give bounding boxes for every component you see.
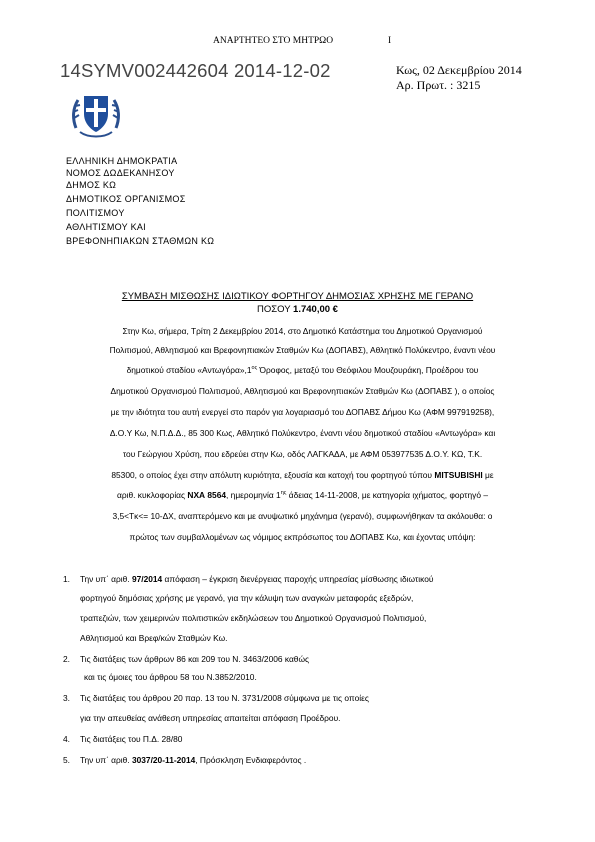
intro-line-1: Στην Κω, σήμερα, Τρίτη 2 Δεκεμβρίου 2014, στο Δημοτικό Κατάστημα του Δημοτικού Οργανισμού xyxy=(122,326,483,336)
item-number-5: 5. xyxy=(63,755,70,765)
item-number-1: 1. xyxy=(63,574,70,584)
item-number-3: 3. xyxy=(63,693,70,703)
authority-line-republic: ΕΛΛΗΝΙΚΗ ΔΗΜΟΚΡΑΤΙΑ xyxy=(66,156,178,166)
item-1-line-3: τραπεζιών, των χειμερινών πολιτιστικών εκδηλώσεων του Δημοτικού Οργανισμού Πολιτισμού, xyxy=(80,613,427,623)
item-1-line-1: Την υπ΄ αριθ. 97/2014 απόφαση – έγκριση διενέργειας παροχής υπηρεσίας μίσθωσης ιδιωτικού xyxy=(80,574,434,584)
intro-line-7: του Γεώργιου Χρύση, που εδρεύει στην Κω, οδός ΛΑΓΚΑΔΑ, με ΑΦΜ 053977535 Δ.Ο.Υ. ΚΩ, Τ.Κ. xyxy=(122,449,483,459)
authority-line-culture: ΠΟΛΙΤΙΣΜΟΥ xyxy=(66,208,125,218)
intro-line-3: δημοτικού σταδίου «$A\nu\tau\omega\gamma ό\rho\alpha»,1^{o\varsigma}$ Όροφος, μεταξύ του Θεόφιλου Μουζουράκη, Προέδρου του xyxy=(126,365,479,375)
item-2-line-1: Τις διατάξεις των άρθρων 86 και 209 του Ν. 3463/2006 καθώς xyxy=(80,654,310,664)
publication-note: ΑΝΑΡΤΗΤΕΟ ΣΤΟ ΜΗΤΡΩΟ xyxy=(213,36,334,46)
intro-line-4: Δημοτικού Οργανισμού Πολιτισμού, Αθλητισμού και Βρεφονηπιακών Σταθμών Κω (ΔΟΠΑΒΣ ), ο οποίος xyxy=(110,386,495,396)
item-number-2: 2. xyxy=(63,654,70,664)
intro-line-10: 3,5<Tκ<= 10-ΔΧ, αναπτερόμενο και με ανυψωτικό μηχάνημα (γερανό), συμφωνήθηκαν τα ακόλουθα: ο xyxy=(112,511,493,521)
protocol-number: Αρ. Πρωτ. : 3215 xyxy=(396,78,481,92)
item-number-4: 4. xyxy=(63,734,70,744)
intro-line-8: 85300, ο οποίος έχει στην απόλυτη κυριότητα, εξουσία και κατοχή του φορτηγού τύπου MITSUBISHI με xyxy=(111,470,494,480)
item-3-line-1: Τις διατάξεις του άρθρου 20 παρ. 13 του Ν. 3731/2008 σύμφωνα με τις οποίες xyxy=(80,693,369,703)
document-date: Κως, 02 Δεκεμβρίου 2014 xyxy=(396,63,522,77)
ada-code: 14SYMV002442604 2014-12-02 xyxy=(60,60,331,81)
item-1-line-4: Αθλητισμού και Βρεφ/κών Σταθμών Κω. xyxy=(80,633,228,643)
intro-line-5: με την ιδιότητα του αυτή ενεργεί στο παρόν για λογαριασμό του ΔΟΠΑΒΣ Δήμου Κω (ΑΦΜ 997919258), xyxy=(110,407,495,417)
item-3-line-2: για την απευθείας ανάθεση υπηρεσίας απαιτείται απόφαση Προέδρου. xyxy=(80,713,341,723)
authority-line-prefecture: ΝΟΜΟΣ ΔΩΔΕΚΑΝΗΣΟΥ xyxy=(66,168,175,178)
intro-line-9: αριθ. κυκλοφορίας ΝΧΑ 8564, ημερομηνία $1^{\eta\varsigma}$ άδειας 14-11-2008, με κατηγορία ιχήματος, φορτηγό – xyxy=(117,490,488,500)
amount-value: 1.740,00 € xyxy=(293,304,338,315)
item-4-line-1: Τις διατάξεις του Π.Δ. 28/80 xyxy=(80,734,183,744)
contract-title: ΣΥΜΒΑΣΗ ΜΙΣΘΩΣΗΣ ΙΔΙΩΤΙΚΟΥ ΦΟΡΤΗΓΟΥ ΔΗΜΟΣΙΑΣ ΧΡΗΣΗΣ ΜΕ ΓΕΡΑΝΟ xyxy=(121,291,474,302)
intro-line-2: Πολιτισμού, Αθλητισμού και Βρεφονηπιακών Σταθμών Κω (ΔΟΠΑΒΣ), Αθλητικό Πολύκεντρο, έναντι νέου xyxy=(109,345,496,355)
authority-line-nurseries: ΒΡΕΦΟΝΗΠΙΑΚΩΝ ΣΤΑΘΜΩΝ ΚΩ xyxy=(66,236,215,246)
authority-line-organization: ΔΗΜΟΤΙΚΟΣ ΟΡΓΑΝΙΣΜΟΣ xyxy=(66,194,186,204)
greek-coat-of-arms-icon xyxy=(70,88,122,140)
authority-line-municipality: ΔΗΜΟΣ ΚΩ xyxy=(66,180,117,190)
header-mark: Ι xyxy=(388,36,392,46)
item-5-line-1: Την υπ΄ αριθ. 3037/20-11-2014, Πρόσκληση Ενδιαφερόντος . xyxy=(80,755,307,765)
authority-line-sports: ΑΘΛΗΤΙΣΜΟΥ ΚΑΙ xyxy=(66,222,146,232)
intro-line-6: Δ.Ο.Υ Κω, Ν.Π.Δ.Δ., 85 300 Κως, Αθλητικό Πολύκεντρο, έναντι νέου δημοτικού σταδίου «Αντωγόρα» και xyxy=(109,428,496,438)
amount-label: ΠΟΣΟΥ xyxy=(257,304,294,315)
contract-amount xyxy=(0,304,595,315)
item-1-line-2: φορτηγού δημόσιας χρήσης με γερανό, για την κάλυψη των αναγκών μεταφοράς εξεδρών, xyxy=(80,593,414,603)
intro-line-11: πρώτος των συμβαλλομένων ως νόμιμος εκπρόσωπος του ΔΟΠΑΒΣ Κω, και έχοντας υπόψη: xyxy=(129,532,476,542)
item-2-line-2: και τις όμοιες του άρθρου 58 του Ν.3852/2010. xyxy=(84,672,257,682)
